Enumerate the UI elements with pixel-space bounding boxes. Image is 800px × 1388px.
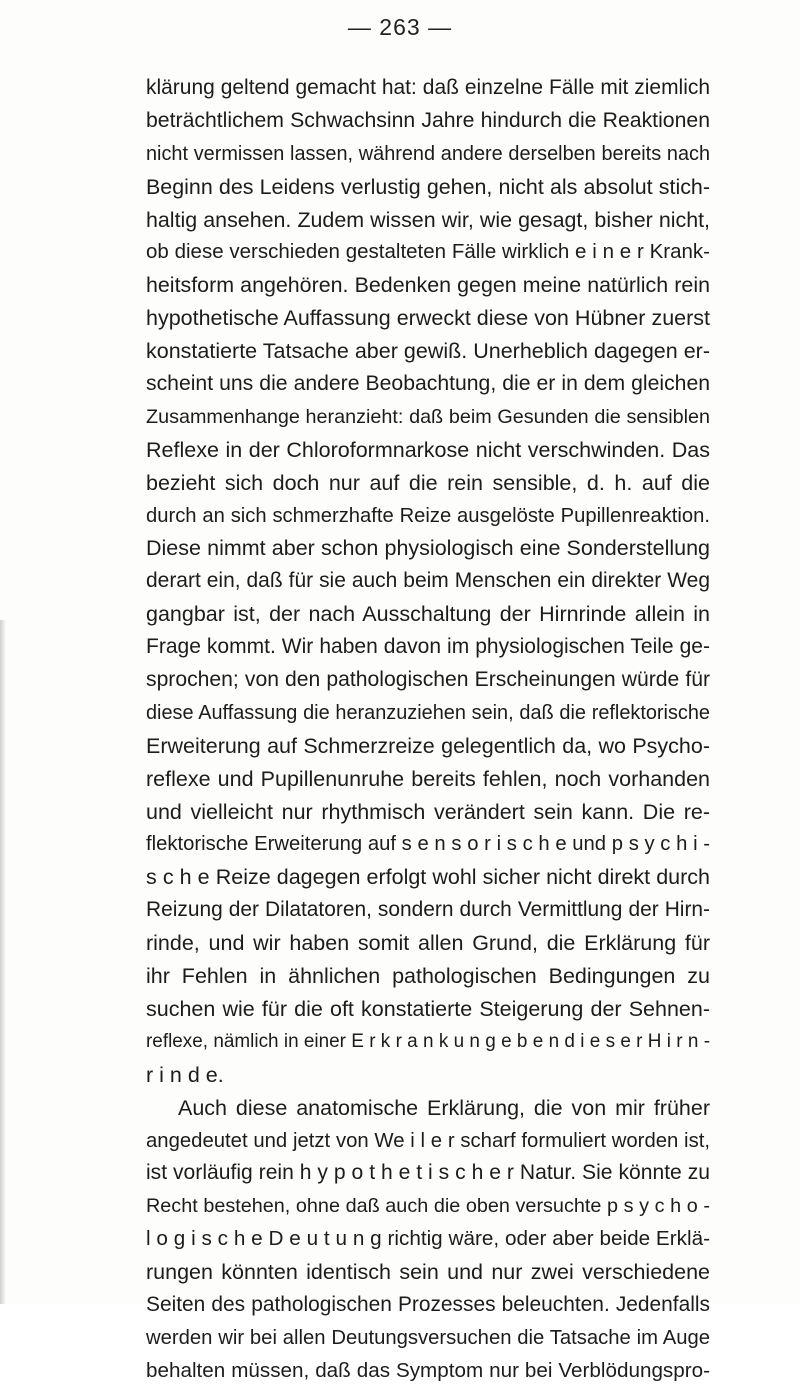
text-line: s c h e Reize dagegen erfolgt wohl sicher nicht direkt durch	[146, 865, 710, 890]
text-line: und vielleicht nur rhythmisch verändert sein kann. Die re-	[146, 799, 710, 824]
text-line: suchen wie für die oft konstatierte Steigerung der Sehnen-	[146, 996, 710, 1021]
text-line: durch an sich schmerzhafte Reize ausgelöste Pupillenreaktion.	[146, 504, 710, 527]
text-line: klärung geltend gemacht hat: daß einzelne Fälle mit ziemlich	[146, 76, 710, 99]
text-line: ob diese verschieden gestalteten Fälle wirklich e i n e r Krank-	[146, 240, 710, 264]
text-line: derart ein, daß für sie auch beim Menschen ein direkter Weg	[146, 569, 710, 593]
text-line: werden wir bei allen Deutungsversuchen die Tatsache im Auge	[146, 1326, 710, 1349]
text-line: reflexe, nämlich in einer E r k r a n k u n g e b e n d i e s e r H i r n -	[146, 1030, 710, 1052]
text-line: Reizung der Dilatatoren, sondern durch Vermittlung der Hirn-	[146, 898, 710, 922]
text-line: scheint uns die andere Beobachtung, die er in dem gleichen	[146, 372, 710, 396]
paragraph-start-line: Auch diese anatomische Erklärung, die von mir früher	[178, 1095, 710, 1120]
text-line: reflexe und Pupillenunruhe bereits fehlen, noch vorhanden	[146, 766, 710, 791]
text-line: heitsform angehören. Bedenken gegen meine natürlich rein	[146, 273, 710, 298]
text-line: Recht bestehen, ohne daß auch die oben versuchte p s y c h o -	[146, 1195, 710, 1218]
page-number: — 263 —	[347, 14, 453, 40]
text-line: gangbar ist, der nach Ausschaltung der Hirnrinde allein in	[146, 602, 710, 627]
text-line: Reflexe in der Chloroformnarkose nicht verschwinden. Das	[146, 437, 710, 462]
text-line: Frage kommt. Wir haben davon im physiologischen Teile ge-	[146, 635, 710, 659]
text-line: rinde, und wir haben somit allen Grund, die Erklärung für	[146, 931, 710, 956]
text-line: sprochen; von den pathologischen Erscheinungen würde für	[146, 668, 710, 692]
paragraph-end-line: r i n d e.	[146, 1062, 224, 1087]
text-line: hypothetische Auffassung erweckt diese von Hübner zuerst	[146, 306, 710, 331]
text-line: Seiten des pathologischen Prozesses beleuchten. Jedenfalls	[146, 1292, 710, 1316]
page-binding-shadow	[0, 620, 6, 1304]
text-line: bezieht sich doch nur auf die rein sensible, d. h. auf die	[146, 470, 710, 495]
text-line: rungen könnten identisch sein und nur zwei verschiedene	[146, 1260, 710, 1285]
text-line: flektorische Erweiterung auf s e n s o r i s c h e und p s y c h i -	[146, 833, 710, 856]
text-line: Erweiterung auf Schmerzreize gelegentlich da, wo Psycho-	[146, 733, 710, 758]
text-line: ihr Fehlen in ähnlichen pathologischen Bedingungen zu	[146, 964, 710, 989]
text-line: Zusammenhange heranzieht: daß beim Gesunden die sensiblen	[146, 405, 710, 428]
text-line: behalten müssen, daß das Symptom nur bei Verblödungspro-	[146, 1358, 710, 1382]
text-line: angedeutet und jetzt von We i l e r scharf formuliert worden ist,	[146, 1129, 710, 1152]
text-line: l o g i s c h e D e u t u n g richtig wäre, oder aber beide Erklä-	[146, 1227, 710, 1251]
text-line: haltig ansehen. Zudem wissen wir, wie gesagt, bisher nicht,	[146, 207, 710, 232]
text-line: ist vorläufig rein h y p o t h e t i s c h e r Natur. Sie könnte zu	[146, 1161, 710, 1185]
text-line: Beginn des Leidens verlustig gehen, nicht als absolut stich-	[146, 174, 710, 199]
text-line: diese Auffassung die heranzuziehen sein, daß die reflektorische	[146, 701, 710, 724]
body-text	[146, 72, 710, 1388]
text-line: Diese nimmt aber schon physiologisch eine Sonderstellung	[146, 536, 710, 561]
text-line: konstatierte Tatsache aber gewiß. Unerheblich dagegen er-	[146, 339, 710, 364]
text-line: beträchtlichem Schwachsinn Jahre hindurch die Reaktionen	[146, 108, 710, 132]
text-line: nicht vermissen lassen, während andere derselben bereits nach	[146, 142, 710, 165]
